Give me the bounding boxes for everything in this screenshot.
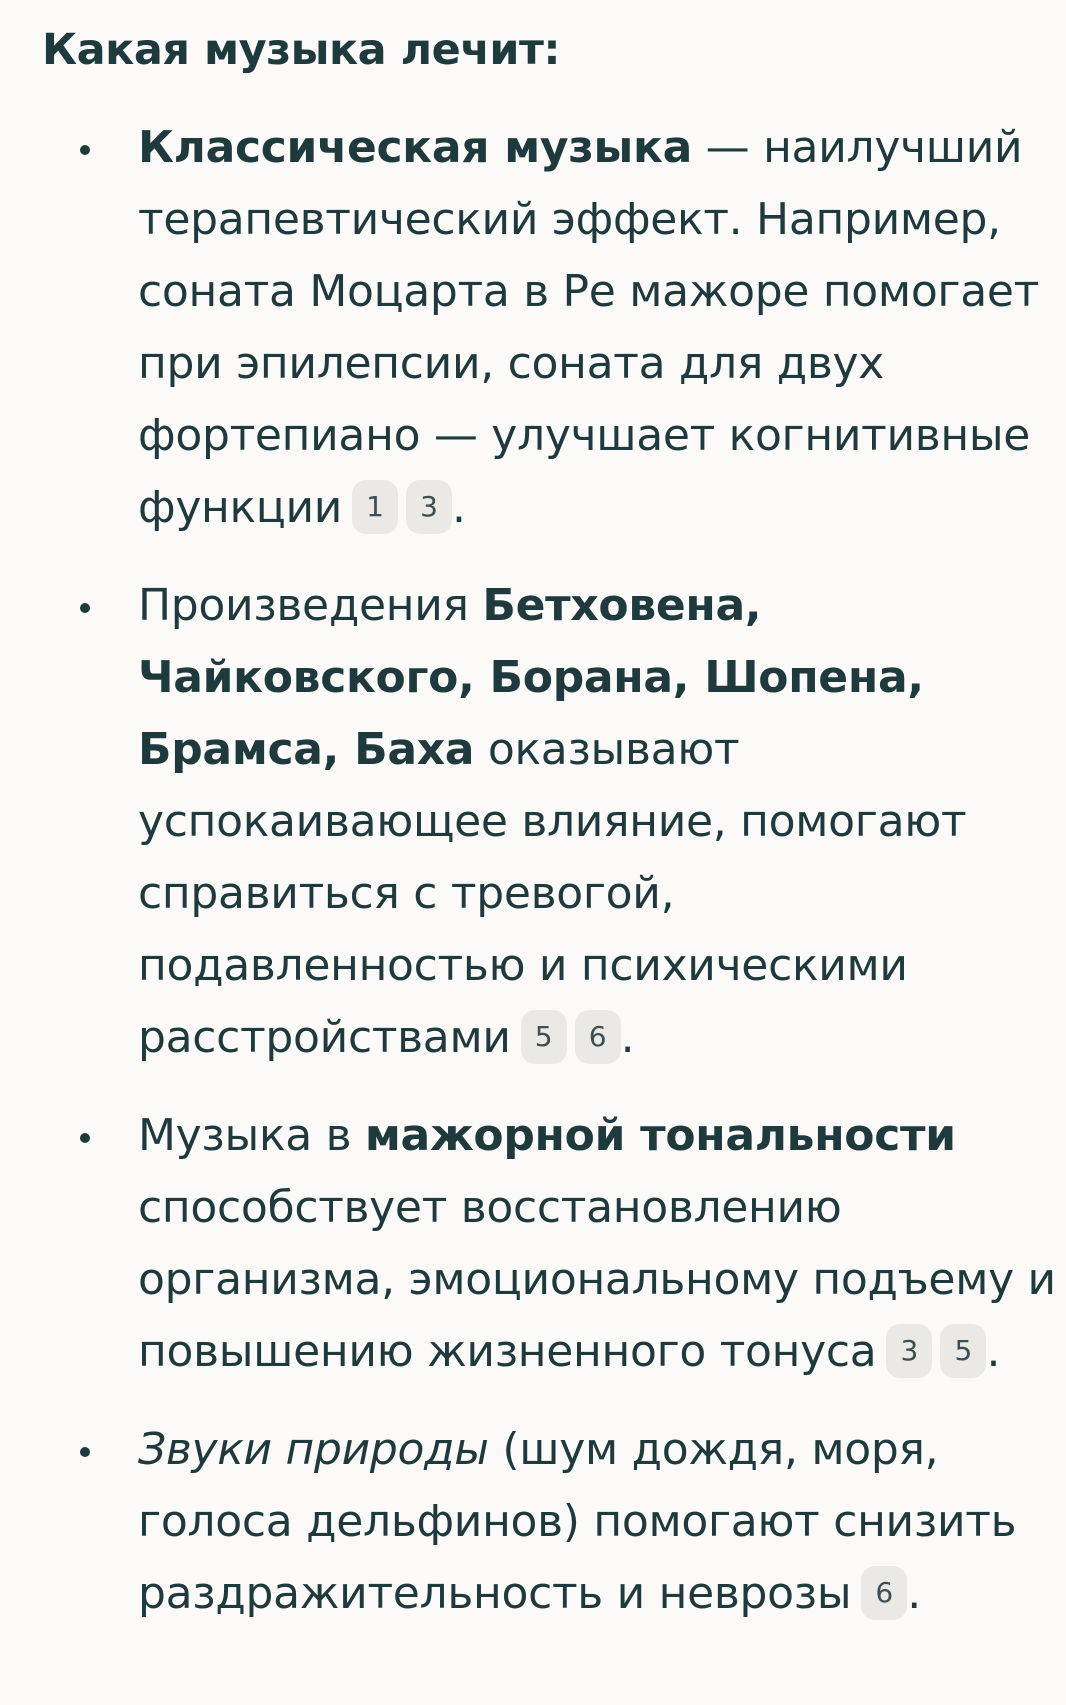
item-bold: Бетховена, Чайковского, Борана, Шопена, Брамса, Баха (138, 580, 924, 775)
item-pre: Произведения (138, 580, 483, 631)
reference-link[interactable]: 3 (886, 1324, 932, 1378)
reference-link[interactable]: 1 (352, 480, 398, 534)
item-italic: Звуки природы (138, 1424, 489, 1475)
bullet-icon (80, 1447, 90, 1457)
item-text: способствует восстановлению организма, эмоциональному подъему и повышению жизненного тонуса (138, 1182, 1056, 1377)
reference-link[interactable]: 6 (861, 1566, 907, 1620)
reference-link[interactable]: 5 (940, 1324, 986, 1378)
reference-link[interactable]: 6 (575, 1010, 621, 1064)
music-list (42, 112, 1056, 1630)
item-text: — наилучший терапевтический эффект. Например, соната Моцарта в Ре мажоре помогает при эпилепсии, соната для двух фортепиано — улучшает когнитивные функции (138, 122, 1040, 533)
bullet-icon (80, 1133, 90, 1143)
item-end: . (620, 1012, 635, 1063)
section-heading: Какая музыка лечит: (42, 25, 561, 75)
item-text: (шум дождя, моря, голоса дельфинов) помогают снизить раздражительность и неврозы (138, 1424, 1017, 1619)
reference-link[interactable]: 3 (406, 480, 452, 534)
item-bold: мажорной тональности (364, 1110, 956, 1161)
reference-link[interactable]: 5 (521, 1010, 567, 1064)
list-item-major-key (42, 1100, 1058, 1388)
bullet-icon (80, 603, 90, 613)
item-end: . (907, 1568, 921, 1619)
item-text: оказывают успокаивающее влияние, помогают справиться с тревогой, подавленностью и психическими расстройствами (138, 724, 967, 1063)
bullet-icon (80, 145, 90, 155)
list-item-classical (42, 112, 1058, 544)
item-end: . (986, 1326, 1001, 1377)
item-pre: Музыка в (138, 1110, 365, 1161)
item-bold: Классическая музыка (138, 122, 692, 173)
list-item-nature-sounds (42, 1414, 1058, 1630)
list-item-composers (42, 570, 1058, 1074)
item-end: . (452, 482, 466, 533)
